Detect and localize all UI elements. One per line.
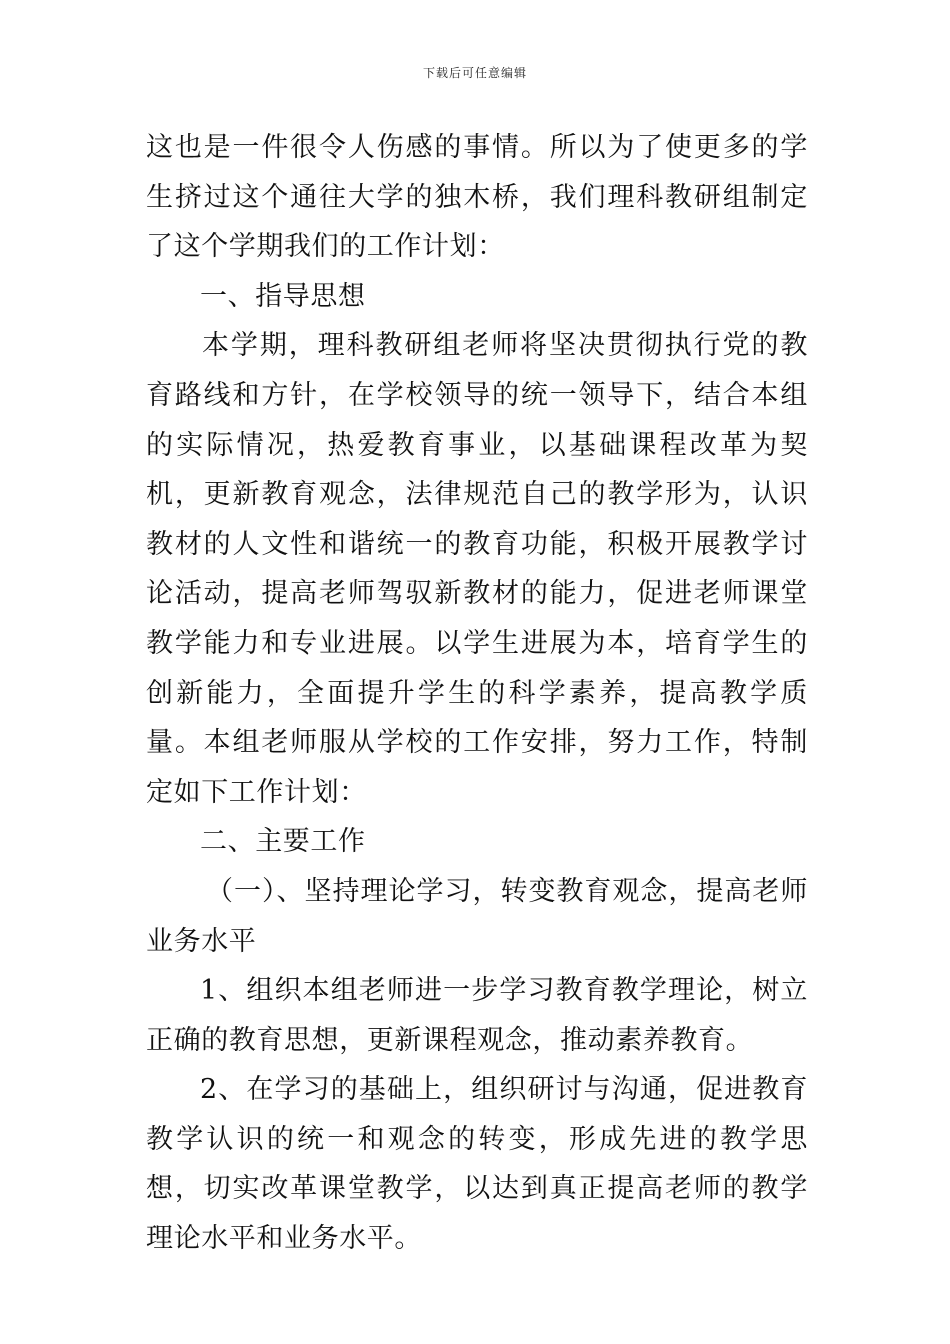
subsection-heading-theory-study: （一）、坚持理论学习，转变教育观念，提高老师业务水平 xyxy=(146,875,808,957)
section-heading-main-work: 二、主要工作 xyxy=(200,826,366,858)
list-item-2: 2、在学习的基础上，组织研讨与沟通，促进教育教学认识的统一和观念的转变，形成先进的教学思想，切实改革课堂教学，以达到真正提高老师的教学理论水平和业务水平。 xyxy=(146,1074,808,1255)
paragraph-guiding-ideology: 本学期，理科教研组老师将坚决贯彻执行党的教育路线和方针，在学校领导的统一领导下，结合本组的实际情况，热爱教育事业，以基础课程改革为契机，更新教育观念，法律规范自己的教学形为，认识教材的人文性和谐统一的教育功能，积极开展教学讨论活动，提高老师驾驭新教材的能力，促进老师课堂教学能力和专业进展。以学生进展为本，培育学生的创新能力，全面提升学生的科学素养，提高教学质量。本组老师服从学校的工作安排，努力工作，特制定如下工作计划： xyxy=(146,330,808,808)
paragraph-intro-continuation: 这也是一件很令人伤感的事情。所以为了使更多的学生挤过这个通往大学的独木桥，我们理科教研组制定了这个学期我们的工作计划： xyxy=(146,132,808,263)
list-item-1: 1、组织本组老师进一步学习教育教学理论，树立正确的教育思想，更新课程观念，推动素养教育。 xyxy=(146,975,808,1056)
section-heading-guiding-ideology: 一、指导思想 xyxy=(200,280,366,312)
document-body xyxy=(146,123,808,1264)
page-header-note: 下载后可任意编辑 xyxy=(422,66,527,80)
